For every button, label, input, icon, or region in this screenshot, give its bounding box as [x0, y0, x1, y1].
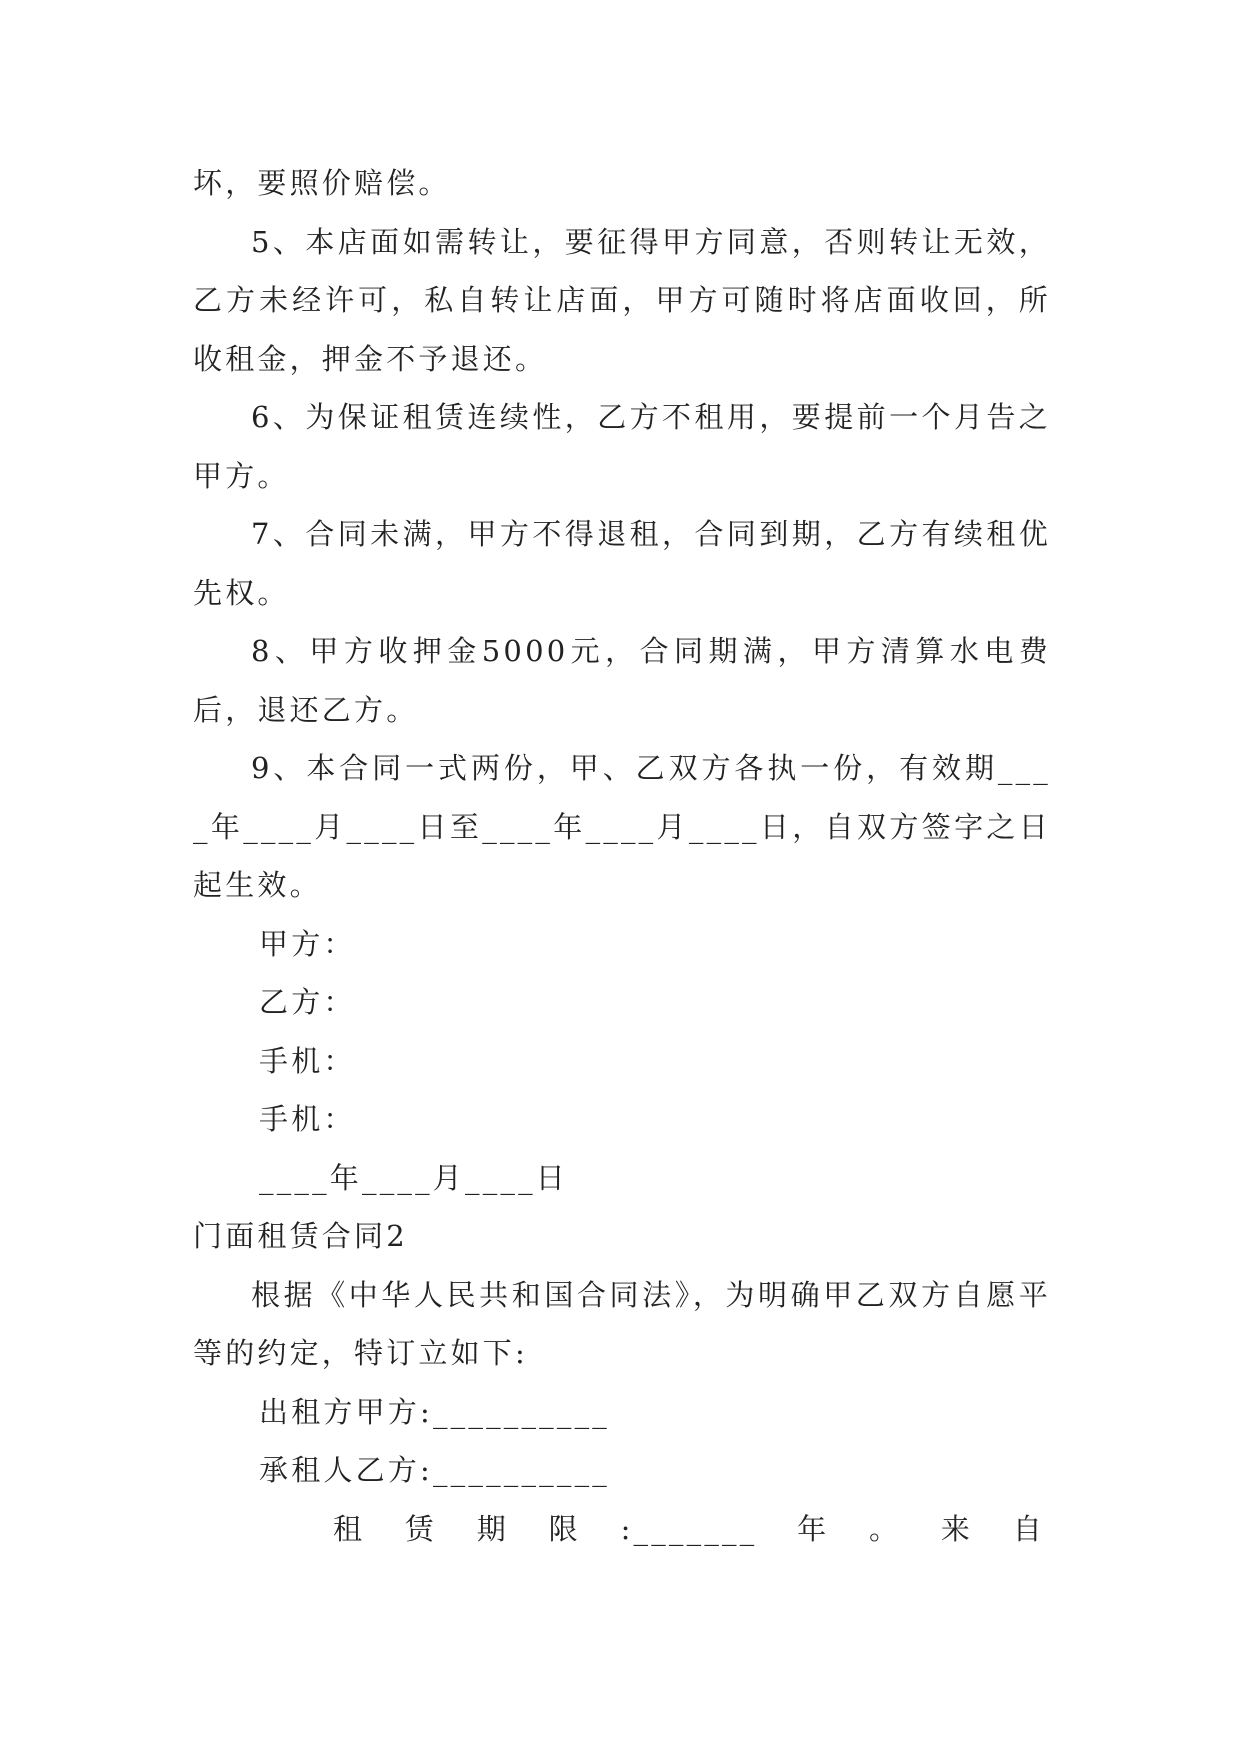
paragraph-continuation: 坏，要照价赔偿。	[193, 166, 451, 200]
signature-party-b: 乙方：	[259, 985, 356, 1019]
signature-date: ____年____月____日	[259, 1160, 569, 1195]
lessee-line: 承租人乙方:__________	[259, 1453, 610, 1487]
signature-phone-2: 手机：	[259, 1102, 356, 1136]
signature-phone-1: 手机：	[259, 1043, 356, 1078]
lease-term-char: 年	[797, 1511, 830, 1546]
lease-term-char: 。	[869, 1511, 902, 1546]
signature-party-a: 甲方：	[259, 926, 356, 961]
contract-intro: 根据《中华人民共和国合同法》，为明确甲乙双方自愿平等的约定，特订立如下:	[193, 1277, 1051, 1370]
section-title: 门面租赁合同2	[193, 1219, 408, 1253]
lease-term-char: 赁	[404, 1511, 438, 1546]
clause-5: 5、本店面如需转让，要征得甲方同意，否则转让无效，乙方未经许可，私自转让店面，甲方可随时将店面收回，所收租金，押金不予退还。	[193, 224, 1051, 376]
clause-6: 6、为保证租赁连续性，乙方不租用，要提前一个月告之甲方。	[193, 400, 1051, 493]
lease-term-line	[193, 1500, 1051, 1559]
clause-9: 9、本合同一式两份，甲、乙双方各执一份，有效期____年____月____日至____年____月____日，自双方签字之日起生效。	[193, 751, 1051, 902]
lessor-line: 出租方甲方:__________	[259, 1394, 610, 1429]
lease-term-char: 来	[940, 1511, 974, 1546]
lease-term-blank: :_______	[620, 1511, 758, 1546]
clause-7: 7、合同未满，甲方不得退租，合同到期，乙方有续租优先权。	[193, 517, 1051, 610]
clause-8: 8、甲方收押金5000元，合同期满，甲方清算水电费后，退还乙方。	[193, 634, 1051, 727]
lease-term-char: 自	[1012, 1511, 1045, 1546]
lease-term-char: 期	[476, 1511, 509, 1546]
document-body	[193, 154, 1051, 1558]
lease-term-char: 限	[548, 1511, 581, 1546]
lease-term-char: 租	[333, 1511, 366, 1546]
